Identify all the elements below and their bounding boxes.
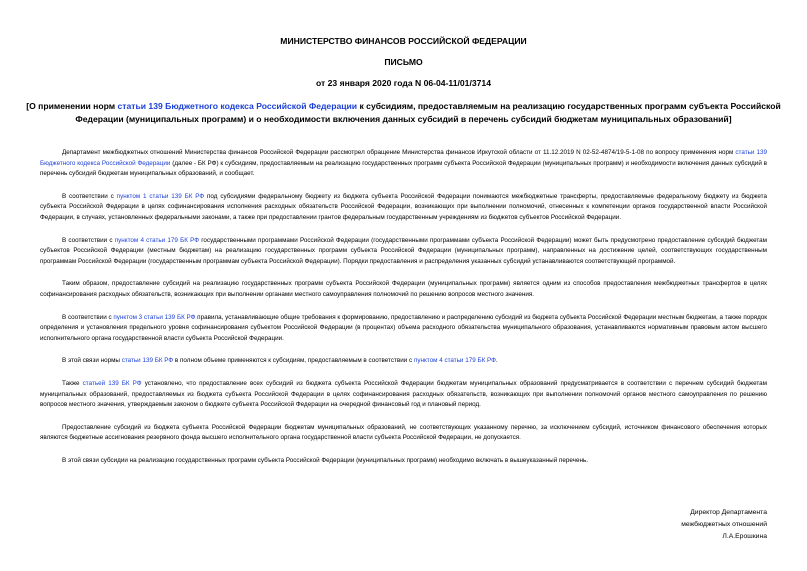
document-subject [22, 100, 785, 126]
paragraph-text: В соответствии с [62, 192, 117, 200]
paragraph-text: Таким образом, предоставление субсидий на реализацию государственных программ субъекта Российской Федерации (муниципальных программ) является одним из способов предоставления межбюджетных трансфертов в целях софинансирования расходных обязательств, возникающих при выполнении органами местного самоуправления полномочий по решению вопросов местного значения. [40, 280, 767, 298]
signature-block [681, 507, 767, 543]
paragraph-9 [40, 456, 767, 467]
paragraph-6 [40, 356, 767, 367]
paragraph-text: В соответствии с [62, 236, 115, 244]
link-article-139[interactable]: статьи 139 БК РФ [121, 357, 174, 365]
date-number-heading: от 23 января 2020 года N 06-04-11/01/3714 [316, 78, 491, 88]
link-article-139[interactable]: статьей 139 БК РФ [82, 379, 142, 387]
ministry-heading: МИНИСТЕРСТВО ФИНАНСОВ РОССИЙСКОЙ ФЕДЕРАЦИИ [280, 36, 527, 46]
paragraph-text: под субсидиями федеральному бюджету из бюджета субъекта Российской Федерации понимаются межбюджетные трансферты, предоставляемые федеральному бюджету из бюджета субъекта Российской Федерации в целях софинансирования исполнения расходных обязательств Российской Федерации, возникающих при выполнении полномочий, отнесенных к компетенции органов государственной власти Российской Федерации, в случаях, установленных федеральными законами, а также при предоставлении грантов федеральным государственным учреждениям из бюджетов субъектов Российской Федерации. [40, 192, 767, 221]
document-type-heading: ПИСЬМО [384, 57, 423, 67]
paragraph-text: установлено, что предоставление всех субсидий из бюджета субъекта Российской Федерации бюджетам муниципальных образований предусматривается в соответствии с перечнем субсидий бюджетам муниципальных образований, предоставляемых из бюджета субъекта Российской Федерации в целях софинансирования расходных обязательств, возникающих при выполнении полномочий органов местного самоуправления по решению вопросов местного значения, утверждаемым законом о бюджете субъекта Российской Федерации на очередной финансовый год и плановый период. [40, 379, 768, 409]
signatory-department: межбюджетных отношений [681, 521, 767, 528]
link-point-1-article-139[interactable]: пунктом 1 статьи 139 БК РФ [116, 192, 205, 200]
paragraph-text: В этой связи субсидии на реализацию государственных программ субъекта Российской Федерации (муниципальных программ) необходимо включать в вышеуказанный перечень. [62, 456, 588, 464]
paragraph-text: в полном объеме применяются к субсидиям, предоставляемым в соответствии с [173, 357, 414, 365]
paragraph-text: Предоставление субсидий из бюджета субъекта Российской Федерации бюджетам муниципальных образований, не соответствующих указанному перечню, за исключением субсидий, источником финансового обеспечения которых являются бюджетные ассигнования резервного фонда высшего исполнительного органа государственной власти субъекта Российской Федерации, не допускается. [40, 423, 767, 442]
paragraph-text: В этой связи нормы [62, 357, 122, 365]
signatory-position: Директор Департамента [690, 509, 767, 516]
paragraph-text: Департамент межбюджетных отношений Министерства финансов Российской Федерации рассмотрел обращение Министерства финансов Иркутской области от 11.12.2019 N 02-52-4874/19-5-1-08 по вопросу применения норм [62, 149, 736, 156]
paragraph-text: В соответствии с [62, 313, 114, 321]
link-article-139-bk[interactable]: статьи 139 Бюджетного кодекса Российской Федерации [40, 149, 767, 167]
subject-text-rest: к субсидиям, предоставляемым на реализацию государственных программ субъекта Российской Федерации (муниципальных программ) и о необходимости включения данных субсидий в перечень субсидий бюджетам муниципальных образований] [75, 101, 781, 124]
paragraph-1 [40, 148, 767, 180]
paragraph-5 [40, 313, 767, 345]
link-point-3-article-139[interactable]: пунктом 3 статьи 139 БК РФ [113, 313, 196, 321]
subject-text-start: [О применении норм [26, 101, 118, 111]
link-point-4-article-179[interactable]: пунктом 4 статьи 179 БК РФ [413, 357, 496, 365]
paragraph-text: . [495, 357, 498, 365]
paragraph-8 [40, 423, 767, 444]
link-point-4-article-179[interactable]: пунктом 4 статьи 179 БК РФ [114, 236, 200, 244]
paragraph-text: Также [62, 379, 83, 387]
paragraph-text: государственными программами Российской Федерации (государственными программами субъекта Российской Федерации) может быть предусмотрено предоставление субсидий бюджетам субъектов Российской Федерации (местным бюджетам) на реализацию государственных программ субъекта Российской Федерации (муниципальных программ), направленных на достижение целей, соответствующих государственным программам Российской Федерации (государственным программам субъекта Российской Федерации). Порядки предоставления и распределения указанных субсидий устанавливаются соответствующей программой. [40, 236, 768, 265]
subject-link-article-139[interactable]: статьи 139 Бюджетного кодекса Российской Федерации [117, 101, 358, 111]
paragraph-text: правила, устанавливающие общие требования к формированию, предоставлению и распределению субсидий из бюджета субъекта Российской Федерации местным бюджетам, а также порядок определения и установления предельного уровня софинансирования субъектом Российской Федерации (в процентах) объема расходного обязательства муниципального образования, устанавливаются нормативным правовым актом высшего исполнительного органа государственной власти субъекта Российской Федерации. [40, 313, 768, 342]
paragraph-3 [40, 236, 767, 268]
signatory-name: Л.А.Ерошкина [722, 533, 767, 540]
paragraph-2 [40, 192, 767, 224]
paragraph-4 [40, 279, 767, 300]
document-body [40, 148, 767, 478]
paragraph-7 [40, 379, 767, 411]
paragraph-text: (далее - БК РФ) к субсидиям, предоставляемым на реализацию государственных программ субъекта Российской Федерации (муниципальных программ) и необходимости включения данных субсидий в перечень субсидий бюджетам муниципальных образований, и сообщает. [40, 159, 768, 178]
